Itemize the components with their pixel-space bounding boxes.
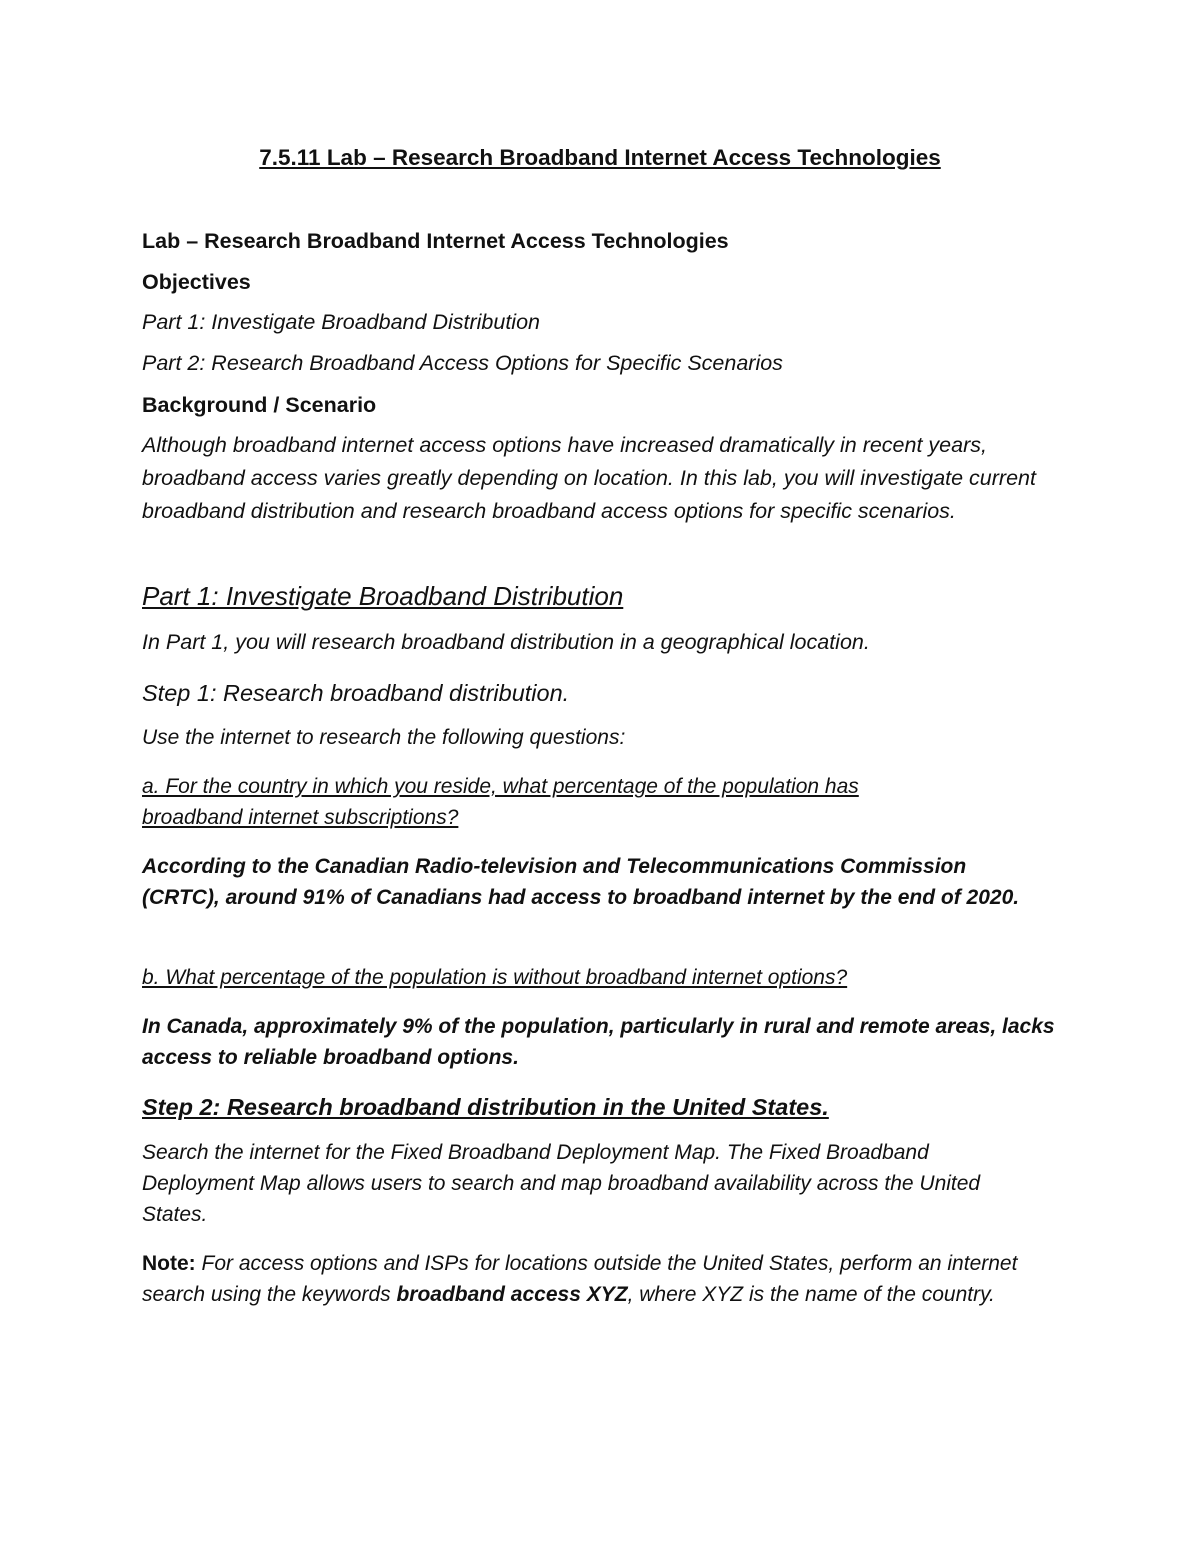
step2-text: Search the internet for the Fixed Broadband Deployment Map. The Fixed Broadband Deployment Map allows users to search and map broadband availability across the United States. [142,1141,981,1226]
lab-heading: Lab – Research Broadband Internet Access Technologies [142,229,729,253]
note-text-1: For access options and ISPs for locations outside the United States, perform an internet search using the keywords [142,1252,1018,1306]
note-text-2: , where XYZ is the name of the country. [627,1283,995,1306]
question-a: a. For the country in which you reside, what percentage of the population has broadband internet subscriptions? [142,775,859,829]
background-heading: Background / Scenario [142,393,377,417]
step1-intro: Use the internet to research the following questions: [142,726,626,749]
answer-b: In Canada, approximately 9% of the population, particularly in rural and remote areas, lacks access to reliable broadband options. [142,1015,1055,1069]
objectives-heading: Objectives [142,270,251,294]
note-keywords: broadband access XYZ [396,1283,628,1306]
step1-heading: Step 1: Research broadband distribution. [142,680,570,706]
note-paragraph [142,1248,1067,1310]
background-text: Although broadband internet access options have increased dramatically in recent years, broadband access varies greatly depending on location. In this lab, you will investigate current broadband distribution and research broadband access options for specific scenarios. [142,433,1036,523]
objective-part-2: Part 2: Research Broadband Access Options for Specific Scenarios [142,351,783,375]
part1-intro: In Part 1, you will research broadband distribution in a geographical location. [142,630,870,654]
answer-a: According to the Canadian Radio-television and Telecommunications Commission (CRTC), around 91% of Canadians had access to broadband internet by the end of 2020. [142,855,1020,909]
document-title: 7.5.11 Lab – Research Broadband Internet Access Technologies [259,145,941,170]
question-b: b. What percentage of the population is without broadband internet options? [142,966,848,989]
part1-heading: Part 1: Investigate Broadband Distribution [142,581,624,611]
step2-heading: Step 2: Research broadband distribution in the United States. [142,1094,829,1120]
objective-part-1: Part 1: Investigate Broadband Distribution [142,310,540,334]
note-label: Note: [142,1252,196,1275]
